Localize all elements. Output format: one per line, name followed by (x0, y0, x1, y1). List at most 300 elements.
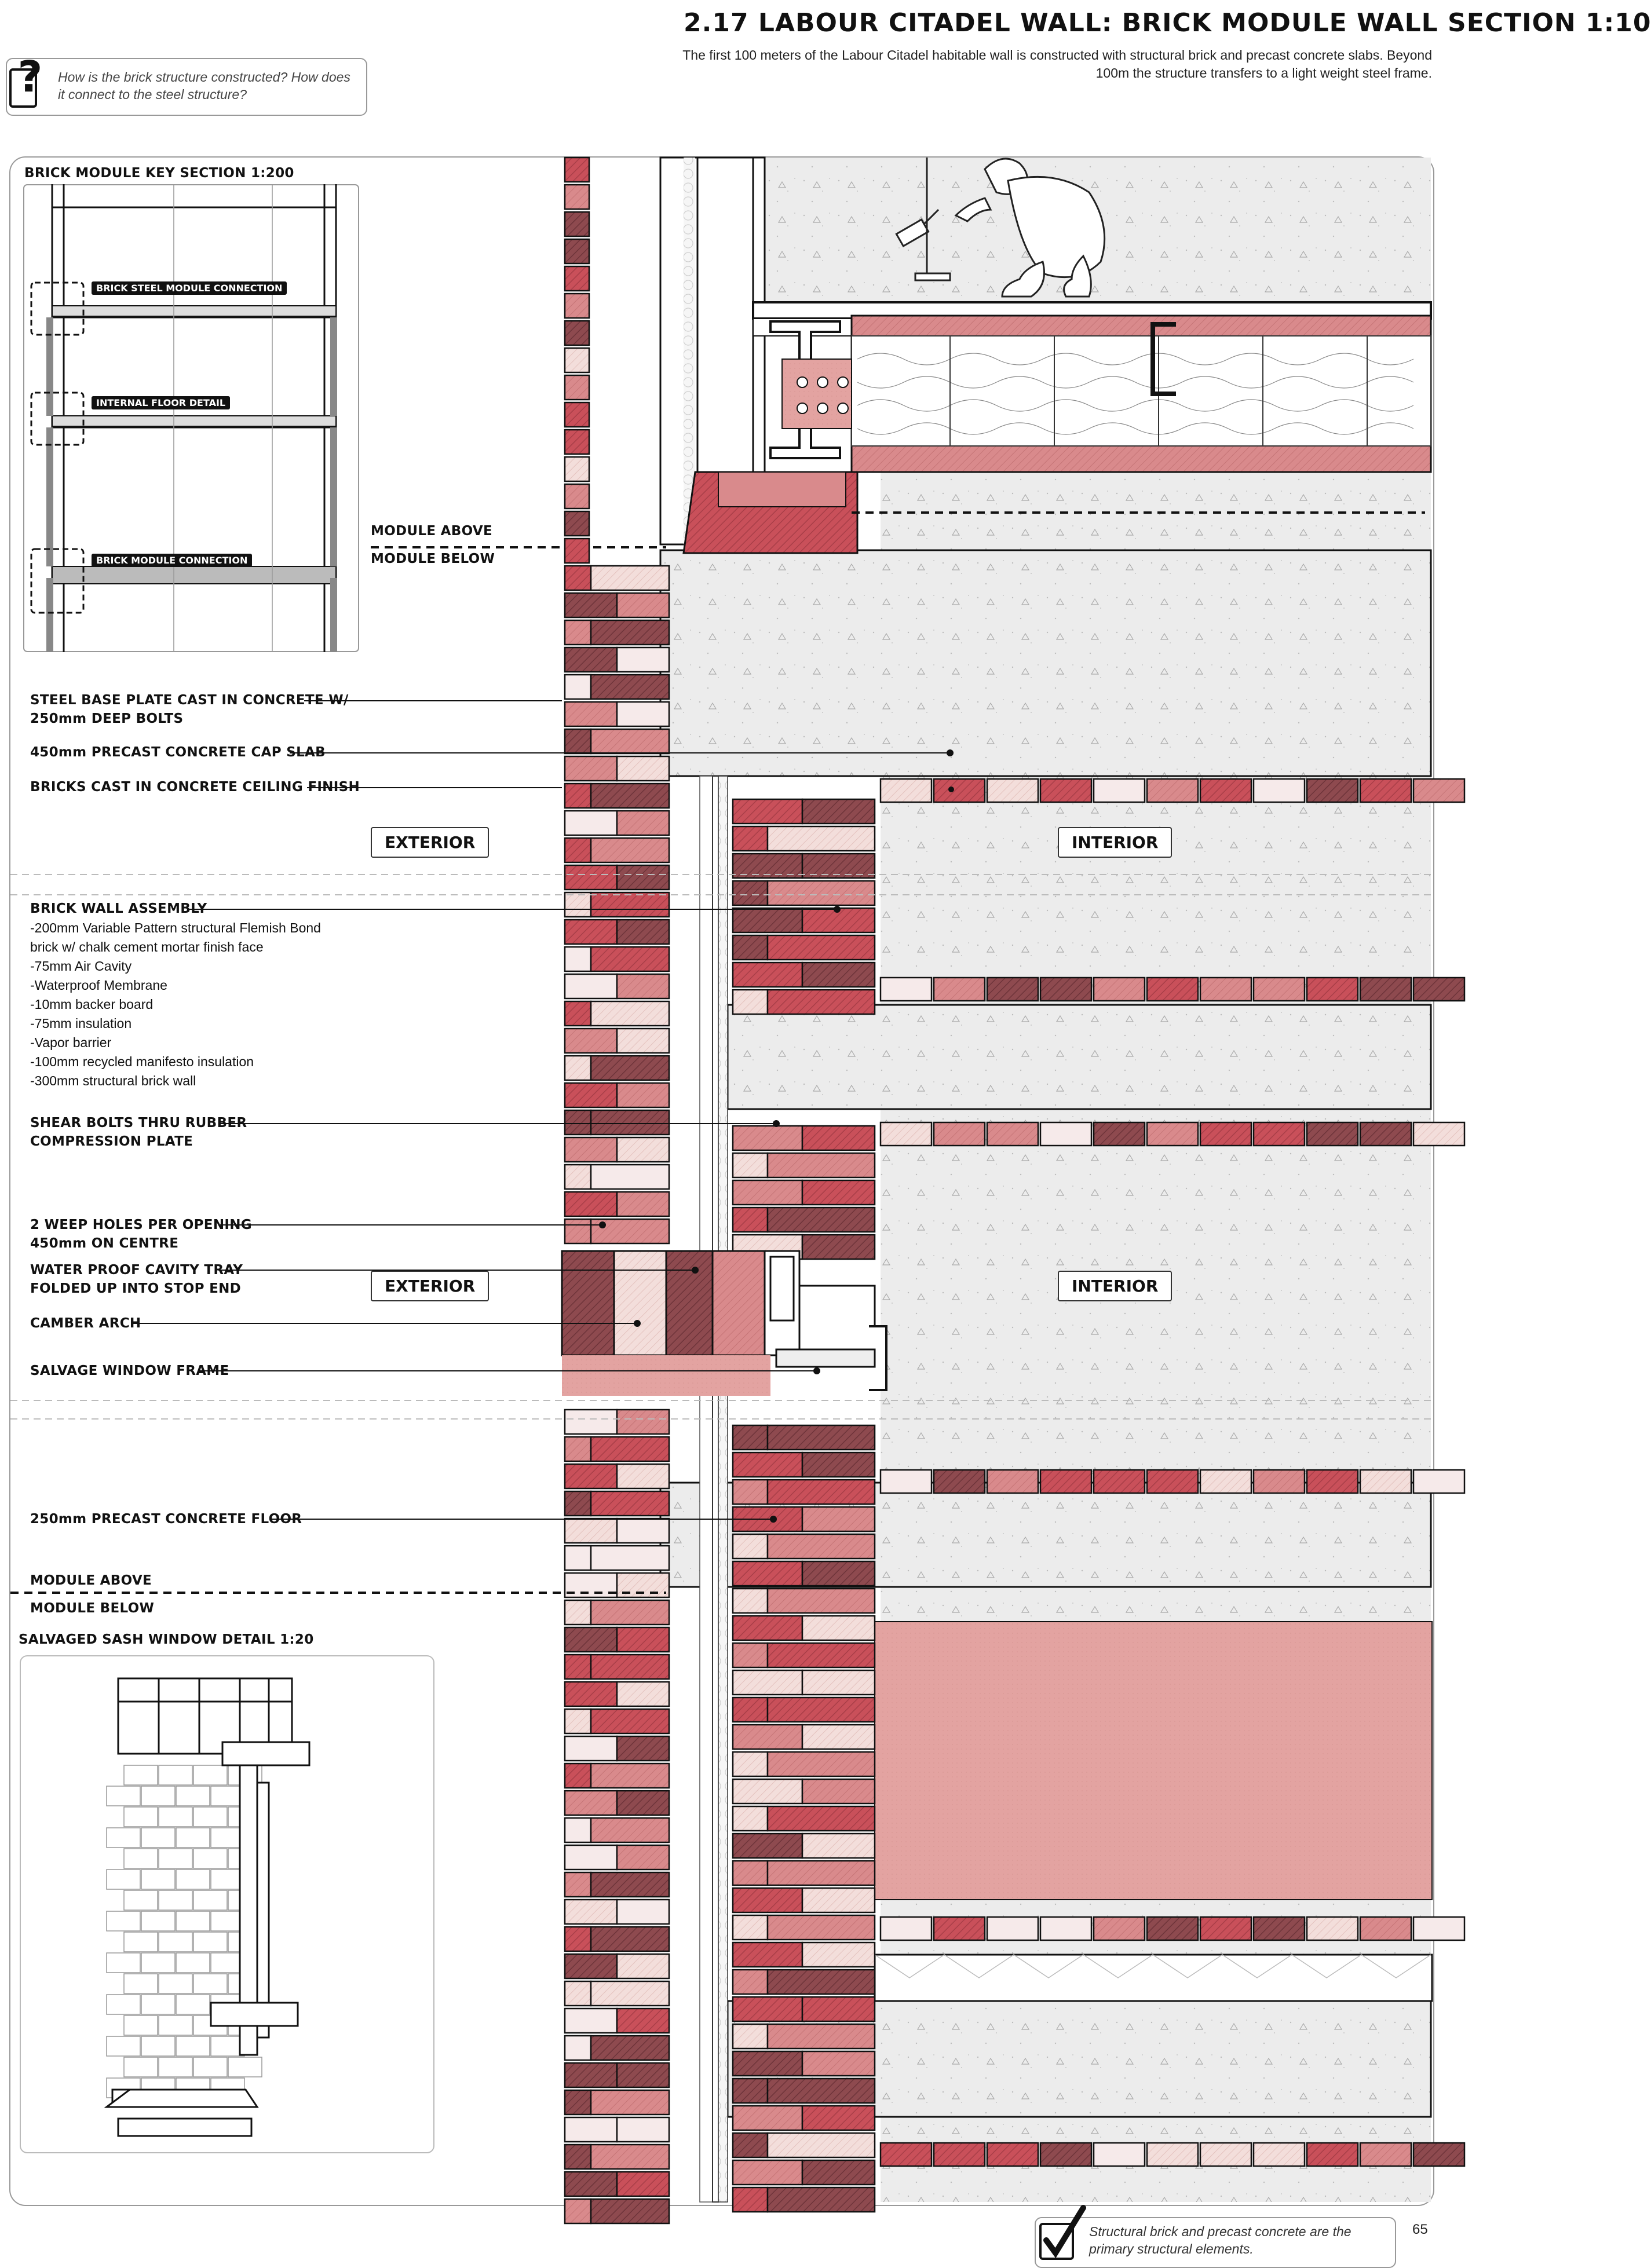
brick (565, 2009, 617, 2033)
ceiling-brick (1254, 779, 1305, 802)
ceiling-brick (881, 1470, 932, 1493)
brick (617, 865, 669, 890)
brick (565, 620, 591, 645)
brick (733, 1480, 768, 1504)
ceiling-brick (1254, 2143, 1305, 2166)
brick (565, 1219, 591, 1243)
brick (768, 990, 875, 1014)
brick (733, 881, 768, 905)
label-shear-1: SHEAR BOLTS THRU RUBBER (30, 1115, 247, 1131)
ceiling-brick (1040, 1917, 1091, 1940)
brick (768, 1752, 875, 1776)
brick (733, 1752, 768, 1776)
brick (591, 1056, 669, 1080)
brick (565, 266, 589, 291)
brick (733, 908, 802, 932)
brick (591, 2145, 669, 2169)
ceiling-brick (1147, 978, 1198, 1001)
brick (565, 1954, 617, 1978)
brick (565, 2199, 591, 2223)
brick (617, 974, 669, 998)
page-title: 2.17 LABOUR CITADEL WALL: BRICK MODULE WALL SECTION 1:10 (684, 8, 1651, 38)
brick (565, 1083, 617, 1107)
brick (617, 1464, 669, 1488)
brick (617, 1137, 669, 1162)
label-base-plate-1: STEEL BASE PLATE CAST IN CONCRETE W/ (30, 693, 349, 708)
ceiling-brick (987, 1122, 1038, 1146)
brick (802, 1779, 875, 1804)
brick (733, 2051, 802, 2076)
brick (591, 620, 669, 645)
intro-text: The first 100 meters of the Labour Citadel habitable wall is constructed with structural brick and precast concrete slabs. Beyond 100m the structure transfers to a light weight steel frame. (682, 47, 1432, 81)
brick (768, 1643, 875, 1667)
ceiling-brick (934, 978, 985, 1001)
assembly-item: -75mm insulation (30, 1016, 132, 1031)
ceiling-brick (1254, 1917, 1305, 1940)
brick (802, 1888, 875, 1912)
brick (565, 1627, 617, 1652)
assembly-item: -Waterproof Membrane (30, 978, 167, 993)
brick (565, 1491, 591, 1516)
page-number: 65 (1412, 2222, 1428, 2237)
ceiling-brick (987, 978, 1038, 1001)
brick (591, 1165, 669, 1189)
brick (591, 675, 669, 699)
brick (565, 511, 589, 536)
label-camber: CAMBER ARCH (30, 1316, 141, 1331)
brick (565, 1165, 591, 1189)
brick (565, 375, 589, 400)
brick (565, 566, 591, 590)
ceiling-brick (1040, 1122, 1091, 1146)
ceiling-brick (1094, 1917, 1145, 1940)
sash-window-detail-drawing (20, 1655, 434, 2153)
brick (565, 648, 617, 672)
pill-internal-floor-detail: INTERNAL FLOOR DETAIL (92, 396, 230, 409)
brick (591, 1655, 669, 1679)
ceiling-brick (881, 2143, 932, 2166)
brick (733, 1153, 768, 1177)
ceiling-brick (1200, 1917, 1251, 1940)
ceiling-brick (1254, 1470, 1305, 1493)
brick (617, 1736, 669, 1761)
ceiling-brick (1200, 2143, 1251, 2166)
assembly-item: -10mm backer board (30, 997, 154, 1012)
brick (768, 1534, 875, 1559)
brick (733, 1888, 802, 1912)
brick (617, 2117, 669, 2142)
brick (565, 1056, 591, 1080)
brick (565, 2063, 617, 2087)
ceiling-brick (1040, 779, 1091, 802)
brick (802, 1943, 875, 1967)
brick (802, 1235, 875, 1259)
ceiling-brick (1094, 1122, 1145, 1146)
brick (617, 1410, 669, 1434)
ceiling-brick (1094, 779, 1145, 802)
ceiling-brick (1307, 1470, 1358, 1493)
brick (565, 2090, 591, 2115)
tag-interior-2: INTERIOR (1058, 1271, 1172, 1301)
brick (617, 2009, 669, 2033)
ceiling-brick (1413, 2143, 1464, 2166)
brick (565, 1110, 591, 1135)
ceiling-brick (1200, 779, 1251, 802)
brick (733, 1806, 768, 1831)
brick (733, 1861, 768, 1885)
brick (565, 1437, 591, 1461)
tag-interior-1: INTERIOR (1058, 827, 1172, 858)
brick (617, 1682, 669, 1706)
brick (733, 2133, 768, 2157)
brick (565, 239, 589, 264)
brick (565, 212, 589, 236)
brick (733, 1453, 802, 1477)
brick (591, 1872, 669, 1897)
brick (733, 2106, 802, 2130)
checkmark-icon (1038, 2201, 1090, 2265)
brick (733, 1970, 768, 1994)
brick (617, 1029, 669, 1053)
brick (617, 811, 669, 835)
brick (802, 2051, 875, 2076)
label-module-above-1: MODULE ABOVE (371, 524, 492, 539)
key-section-drawing (23, 184, 359, 652)
brick (617, 1627, 669, 1652)
brick (768, 1425, 875, 1450)
brick (768, 1480, 875, 1504)
brick (733, 2187, 768, 2212)
brick (802, 1507, 875, 1531)
brick (591, 1600, 669, 1625)
brick (591, 838, 669, 862)
brick (617, 1519, 669, 1543)
brick (565, 947, 591, 971)
brick (591, 784, 669, 808)
brick (617, 1791, 669, 1815)
brick (565, 784, 591, 808)
assembly-item: -300mm structural brick wall (30, 1073, 196, 1088)
brick (565, 756, 617, 781)
ceiling-brick (934, 1470, 985, 1493)
brick (733, 1643, 768, 1667)
brick (565, 1818, 591, 1842)
brick (565, 920, 617, 944)
brick (565, 2036, 591, 2060)
brick (617, 702, 669, 726)
ceiling-brick (1360, 978, 1411, 1001)
brick (565, 593, 617, 617)
brick (768, 2024, 875, 2048)
wall-assembly-list (30, 919, 321, 1091)
question-text: How is the brick structure constructed? How does it connect to the steel structure? (58, 69, 350, 102)
brick (802, 2160, 875, 2185)
brick (591, 1546, 669, 1570)
brick (802, 1180, 875, 1205)
label-cap-slab: 450mm PRECAST CONCRETE CAP SLAB (30, 745, 326, 760)
brick (733, 1779, 802, 1804)
brick (565, 974, 617, 998)
brick (733, 2024, 768, 2048)
label-base-plate-2: 250mm DEEP BOLTS (30, 711, 184, 726)
brick (733, 1725, 802, 1749)
brick (617, 2172, 669, 2196)
ceiling-brick (1147, 1917, 1198, 1940)
ceiling-brick (1094, 978, 1145, 1001)
brick (565, 2172, 617, 2196)
ceiling-brick (1360, 1917, 1411, 1940)
brick (617, 920, 669, 944)
brick (733, 1616, 802, 1640)
brick (591, 1709, 669, 1733)
ceiling-brick (1147, 2143, 1198, 2166)
brick (733, 1208, 768, 1232)
brick (565, 838, 591, 862)
brick (565, 321, 589, 345)
brick (591, 892, 669, 917)
brick (565, 811, 617, 835)
ceiling-brick (987, 2143, 1038, 2166)
label-weep-1: 2 WEEP HOLES PER OPENING (30, 1217, 252, 1232)
brick (565, 729, 591, 753)
brick (565, 1600, 591, 1625)
brick (591, 566, 669, 590)
brick (802, 2106, 875, 2130)
brick (565, 1655, 591, 1679)
brick (565, 294, 589, 318)
brick (565, 1001, 591, 1026)
ceiling-brick (1094, 1470, 1145, 1493)
ceiling-brick (1200, 1470, 1251, 1493)
ceiling-brick (881, 1917, 932, 1940)
brick (565, 403, 589, 427)
label-floor: 250mm PRECAST CONCRETE FLOOR (30, 1512, 302, 1527)
brick (617, 1083, 669, 1107)
brick (768, 2079, 875, 2103)
brick (565, 1764, 591, 1788)
brick (565, 1709, 591, 1733)
ceiling-brick (1307, 1122, 1358, 1146)
ceiling-brick (1200, 978, 1251, 1001)
brick (565, 158, 589, 182)
brick (768, 2133, 875, 2157)
outer-brick-column (565, 158, 669, 2223)
brick (768, 1589, 875, 1613)
brick (591, 2090, 669, 2115)
brick (565, 1519, 617, 1543)
label-window-frame: SALVAGE WINDOW FRAME (30, 1363, 229, 1378)
brick (565, 430, 589, 454)
label-module-above-2: MODULE ABOVE (30, 1573, 152, 1588)
brick (768, 1970, 875, 1994)
brick (733, 1834, 802, 1858)
brick (565, 1410, 617, 1434)
ceiling-brick (1147, 1470, 1198, 1493)
brick (591, 729, 669, 753)
ceiling-brick (1147, 1122, 1198, 1146)
ceiling-brick (1307, 2143, 1358, 2166)
assembly-item: brick w/ chalk cement mortar finish face (30, 939, 264, 954)
brick (802, 1126, 875, 1150)
ceiling-brick (934, 2143, 985, 2166)
brick (733, 1670, 802, 1695)
label-module-below-1: MODULE BELOW (371, 551, 495, 566)
ceiling-brick (1040, 2143, 1091, 2166)
brick (768, 1698, 875, 1722)
assembly-item: -200mm Variable Pattern structural Flemish Bond (30, 920, 321, 935)
brick (565, 1546, 591, 1570)
ceiling-brick (1413, 1122, 1464, 1146)
ceiling-brick (1360, 1470, 1411, 1493)
brick (565, 1900, 617, 1924)
brick (733, 990, 768, 1014)
brick (591, 1110, 669, 1135)
brick (802, 1997, 875, 2021)
brick (565, 892, 591, 917)
ceiling-brick (1147, 779, 1198, 802)
brick (768, 1861, 875, 1885)
brick (768, 1208, 875, 1232)
ceiling-brick (1307, 779, 1358, 802)
label-tray-1: WATER PROOF CAVITY TRAY (30, 1263, 243, 1278)
ceiling-brick (1360, 779, 1411, 802)
label-module-below-2: MODULE BELOW (30, 1601, 155, 1616)
label-shear-2: COMPRESSION PLATE (30, 1134, 193, 1149)
brick (565, 1981, 591, 2006)
brick (565, 1192, 617, 1216)
label-wall-assembly: BRICK WALL ASSEMBLY (30, 901, 207, 916)
worker-figure-icon (892, 158, 1193, 308)
brick (617, 1845, 669, 1870)
brick (617, 1954, 669, 1978)
brick (565, 1029, 617, 1053)
brick (591, 1491, 669, 1516)
brick (565, 1137, 617, 1162)
ceiling-brick (934, 1917, 985, 1940)
brick (733, 826, 768, 851)
assembly-item: -100mm recycled manifesto insulation (30, 1054, 254, 1069)
brick (733, 1915, 768, 1940)
brick (565, 865, 617, 890)
brick (617, 648, 669, 672)
svg-text:?: ? (17, 52, 43, 102)
label-weep-2: 450mm ON CENTRE (30, 1236, 179, 1251)
ceiling-brick (1413, 779, 1464, 802)
brick (733, 1561, 802, 1586)
label-ceiling-finish: BRICKS CAST IN CONCRETE CEILING FINISH (30, 780, 360, 795)
ceiling-brick (1040, 978, 1091, 1001)
brick (565, 185, 589, 209)
brick (768, 881, 875, 905)
ceiling-brick (987, 779, 1038, 802)
brick (733, 2079, 768, 2103)
brick (591, 1818, 669, 1842)
brick (617, 1192, 669, 1216)
brick (565, 348, 589, 372)
label-tray-2: FOLDED UP INTO STOP END (30, 1281, 242, 1296)
brick (733, 1997, 802, 2021)
brick (565, 1927, 591, 1951)
brick (565, 484, 589, 509)
brick (733, 1425, 768, 1450)
brick (617, 593, 669, 617)
brick (591, 1981, 669, 2006)
ceiling-brick (1413, 978, 1464, 1001)
ceiling-brick (1413, 1917, 1464, 1940)
ceiling-brick (1360, 2143, 1411, 2166)
brick (565, 1791, 617, 1815)
answer-text: Structural brick and precast concrete are the primary structural elements. (1089, 2224, 1352, 2256)
ceiling-brick (934, 779, 985, 802)
key-section-title: BRICK MODULE KEY SECTION 1:200 (24, 166, 294, 181)
brick (768, 935, 875, 960)
brick (768, 1153, 875, 1177)
brick (565, 2117, 617, 2142)
brick (591, 2199, 669, 2223)
assembly-item: -75mm Air Cavity (30, 959, 132, 974)
brick (591, 1001, 669, 1026)
brick (591, 2036, 669, 2060)
brick (617, 2063, 669, 2087)
brick (802, 1453, 875, 1477)
pill-brick-steel-connection: BRICK STEEL MODULE CONNECTION (92, 281, 287, 295)
brick (733, 1534, 768, 1559)
brick (565, 1682, 617, 1706)
ceiling-brick (1360, 1122, 1411, 1146)
brick (802, 1834, 875, 1858)
brick (565, 1464, 617, 1488)
brick (768, 1915, 875, 1940)
brick (733, 1126, 802, 1150)
brick (591, 947, 669, 971)
ceiling-brick (1040, 1470, 1091, 1493)
brick (733, 935, 768, 960)
brick (565, 457, 589, 481)
brick (565, 539, 589, 563)
ceiling-brick (987, 1470, 1038, 1493)
brick (768, 1806, 875, 1831)
brick (565, 2145, 591, 2169)
brick (768, 826, 875, 851)
ceiling-brick (1307, 978, 1358, 1001)
brick (591, 1437, 669, 1461)
ceiling-brick (1094, 2143, 1145, 2166)
ceiling-brick (1254, 1122, 1305, 1146)
ceiling-brick (1413, 1470, 1464, 1493)
brick (565, 1845, 617, 1870)
brick (733, 1698, 768, 1722)
assembly-item: -Vapor barrier (30, 1035, 112, 1050)
ceiling-brick (1307, 1917, 1358, 1940)
ceiling-brick (934, 1122, 985, 1146)
brick (733, 1943, 802, 1967)
brick (802, 1725, 875, 1749)
brick (802, 1670, 875, 1695)
label-sash-detail: SALVAGED SASH WINDOW DETAIL 1:20 (19, 1632, 314, 1647)
brick (802, 799, 875, 824)
brick (733, 963, 802, 987)
tag-exterior-1: EXTERIOR (371, 827, 489, 858)
brick (802, 1616, 875, 1640)
brick (802, 963, 875, 987)
brick (802, 1561, 875, 1586)
tag-exterior-2: EXTERIOR (371, 1271, 489, 1301)
brick (617, 1900, 669, 1924)
brick (733, 2160, 802, 2185)
brick (733, 1180, 802, 1205)
brick (591, 1927, 669, 1951)
brick (565, 675, 591, 699)
